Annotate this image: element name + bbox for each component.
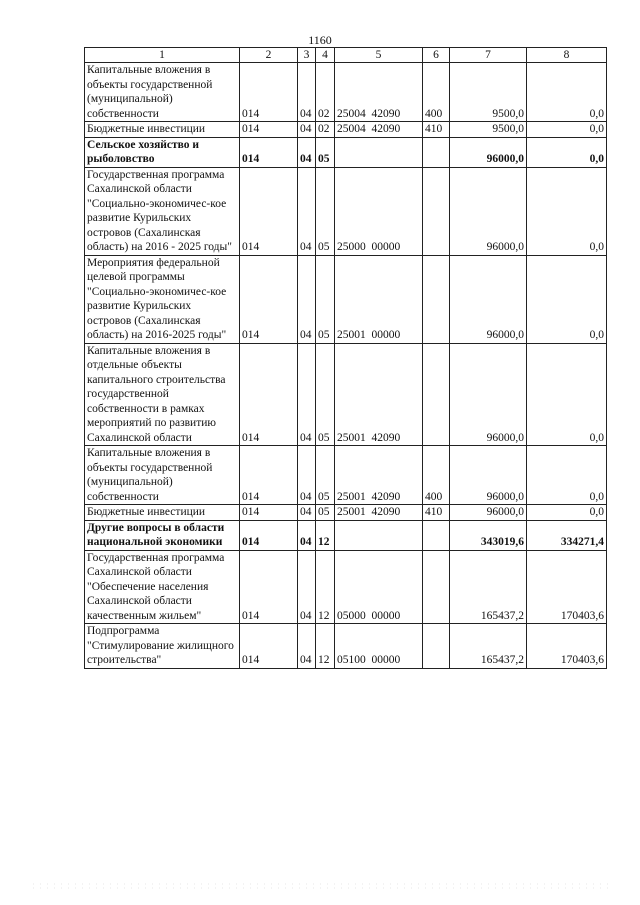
- row-amount-year2-cell: 170403,6: [527, 624, 607, 669]
- row-target-article-cell: 05000 00000: [335, 550, 423, 624]
- row-name-cell: Другие вопросы в области национальной экономики: [85, 520, 240, 550]
- row-target-article-cell: 25001 42090: [335, 446, 423, 505]
- column-header: 5: [335, 48, 423, 63]
- row-ministry-code-cell: 014: [240, 624, 298, 669]
- row-amount-year2-cell: 0,0: [527, 446, 607, 505]
- table-row: [85, 446, 607, 505]
- table-row: [85, 550, 607, 624]
- row-amount-year2-cell: 334271,4: [527, 520, 607, 550]
- row-ministry-code-cell: 014: [240, 122, 298, 138]
- column-header: 8: [527, 48, 607, 63]
- header-row: [85, 48, 607, 63]
- row-amount-year1-cell: 9500,0: [450, 63, 527, 122]
- row-expense-type-cell: [423, 550, 450, 624]
- row-section-cell: 04: [298, 122, 316, 138]
- column-header: 3: [298, 48, 316, 63]
- row-amount-year2-cell: 0,0: [527, 167, 607, 255]
- table-row: [85, 255, 607, 343]
- row-amount-year1-cell: 96000,0: [450, 137, 527, 167]
- row-name-cell: Капитальные вложения в отдельные объекты капитального строительства государственной собственности в рамках мероприятий по развитию Сахалинской области: [85, 343, 240, 446]
- column-header: 6: [423, 48, 450, 63]
- row-section-cell: 04: [298, 446, 316, 505]
- row-expense-type-cell: 410: [423, 122, 450, 138]
- row-ministry-code-cell: 014: [240, 255, 298, 343]
- table-row: [85, 343, 607, 446]
- row-amount-year2-cell: 0,0: [527, 343, 607, 446]
- row-subsection-cell: 05: [316, 255, 335, 343]
- row-amount-year1-cell: 165437,2: [450, 550, 527, 624]
- row-name-cell: Бюджетные инвестиции: [85, 505, 240, 521]
- row-expense-type-cell: [423, 624, 450, 669]
- row-ministry-code-cell: 014: [240, 137, 298, 167]
- row-amount-year2-cell: 0,0: [527, 505, 607, 521]
- table-row: [85, 624, 607, 669]
- row-name-cell: Мероприятия федеральной целевой программы "Социально-экономичес-кое развитие Курильских островов (Сахалинская область) на 2016-2025 годы": [85, 255, 240, 343]
- row-section-cell: 04: [298, 137, 316, 167]
- row-amount-year1-cell: 96000,0: [450, 343, 527, 446]
- row-ministry-code-cell: 014: [240, 167, 298, 255]
- row-ministry-code-cell: 014: [240, 550, 298, 624]
- row-ministry-code-cell: 014: [240, 63, 298, 122]
- row-amount-year2-cell: 0,0: [527, 63, 607, 122]
- row-subsection-cell: 05: [316, 167, 335, 255]
- row-subsection-cell: 05: [316, 446, 335, 505]
- table-row: [85, 63, 607, 122]
- row-expense-type-cell: 400: [423, 446, 450, 505]
- row-amount-year1-cell: 9500,0: [450, 122, 527, 138]
- row-target-article-cell: 25004 42090: [335, 122, 423, 138]
- row-section-cell: 04: [298, 624, 316, 669]
- row-amount-year1-cell: 165437,2: [450, 624, 527, 669]
- row-expense-type-cell: 400: [423, 63, 450, 122]
- table-row: [85, 137, 607, 167]
- budget-table: [84, 47, 607, 669]
- row-ministry-code-cell: 014: [240, 343, 298, 446]
- row-section-cell: 04: [298, 520, 316, 550]
- row-amount-year1-cell: 96000,0: [450, 167, 527, 255]
- row-name-cell: Подпрограмма "Стимулирование жилищного строительства": [85, 624, 240, 669]
- row-expense-type-cell: 410: [423, 505, 450, 521]
- row-subsection-cell: 12: [316, 624, 335, 669]
- column-header: 4: [316, 48, 335, 63]
- row-target-article-cell: 25001 42090: [335, 505, 423, 521]
- row-amount-year1-cell: 96000,0: [450, 255, 527, 343]
- row-target-article-cell: 25004 42090: [335, 63, 423, 122]
- row-section-cell: 04: [298, 63, 316, 122]
- row-expense-type-cell: [423, 137, 450, 167]
- row-expense-type-cell: [423, 520, 450, 550]
- page-number: 1160: [308, 33, 332, 47]
- row-subsection-cell: 12: [316, 520, 335, 550]
- table-row: [85, 505, 607, 521]
- row-subsection-cell: 12: [316, 550, 335, 624]
- row-target-article-cell: [335, 520, 423, 550]
- table-row: [85, 167, 607, 255]
- row-ministry-code-cell: 014: [240, 505, 298, 521]
- row-amount-year2-cell: 0,0: [527, 255, 607, 343]
- row-amount-year2-cell: 170403,6: [527, 550, 607, 624]
- row-amount-year2-cell: 0,0: [527, 122, 607, 138]
- scan-noise: [30, 882, 610, 890]
- row-ministry-code-cell: 014: [240, 520, 298, 550]
- column-header: 2: [240, 48, 298, 63]
- row-target-article-cell: 25000 00000: [335, 167, 423, 255]
- row-amount-year2-cell: 0,0: [527, 137, 607, 167]
- row-target-article-cell: [335, 137, 423, 167]
- row-amount-year1-cell: 343019,6: [450, 520, 527, 550]
- table-row: [85, 520, 607, 550]
- row-target-article-cell: 25001 42090: [335, 343, 423, 446]
- row-section-cell: 04: [298, 167, 316, 255]
- row-ministry-code-cell: 014: [240, 446, 298, 505]
- row-name-cell: Государственная программа Сахалинской области "Обеспечение населения Сахалинской области качественным жильем": [85, 550, 240, 624]
- row-name-cell: Бюджетные инвестиции: [85, 122, 240, 138]
- row-target-article-cell: 25001 00000: [335, 255, 423, 343]
- row-expense-type-cell: [423, 255, 450, 343]
- row-section-cell: 04: [298, 343, 316, 446]
- row-section-cell: 04: [298, 550, 316, 624]
- row-expense-type-cell: [423, 167, 450, 255]
- row-subsection-cell: 05: [316, 137, 335, 167]
- row-subsection-cell: 05: [316, 343, 335, 446]
- row-amount-year1-cell: 96000,0: [450, 446, 527, 505]
- row-section-cell: 04: [298, 505, 316, 521]
- row-name-cell: Государственная программа Сахалинской области "Социально-экономичес-кое развитие Курильских островов (Сахалинская область) на 2016 - 2025 годы": [85, 167, 240, 255]
- table-row: [85, 122, 607, 138]
- column-header: 1: [85, 48, 240, 63]
- row-subsection-cell: 05: [316, 505, 335, 521]
- column-header: 7: [450, 48, 527, 63]
- row-amount-year1-cell: 96000,0: [450, 505, 527, 521]
- row-name-cell: Капитальные вложения в объекты государственной (муниципальной) собственности: [85, 63, 240, 122]
- row-expense-type-cell: [423, 343, 450, 446]
- row-target-article-cell: 05100 00000: [335, 624, 423, 669]
- row-section-cell: 04: [298, 255, 316, 343]
- row-name-cell: Сельское хозяйство и рыболовство: [85, 137, 240, 167]
- table-body: [85, 63, 607, 669]
- row-name-cell: Капитальные вложения в объекты государственной (муниципальной) собственности: [85, 446, 240, 505]
- row-subsection-cell: 02: [316, 122, 335, 138]
- row-subsection-cell: 02: [316, 63, 335, 122]
